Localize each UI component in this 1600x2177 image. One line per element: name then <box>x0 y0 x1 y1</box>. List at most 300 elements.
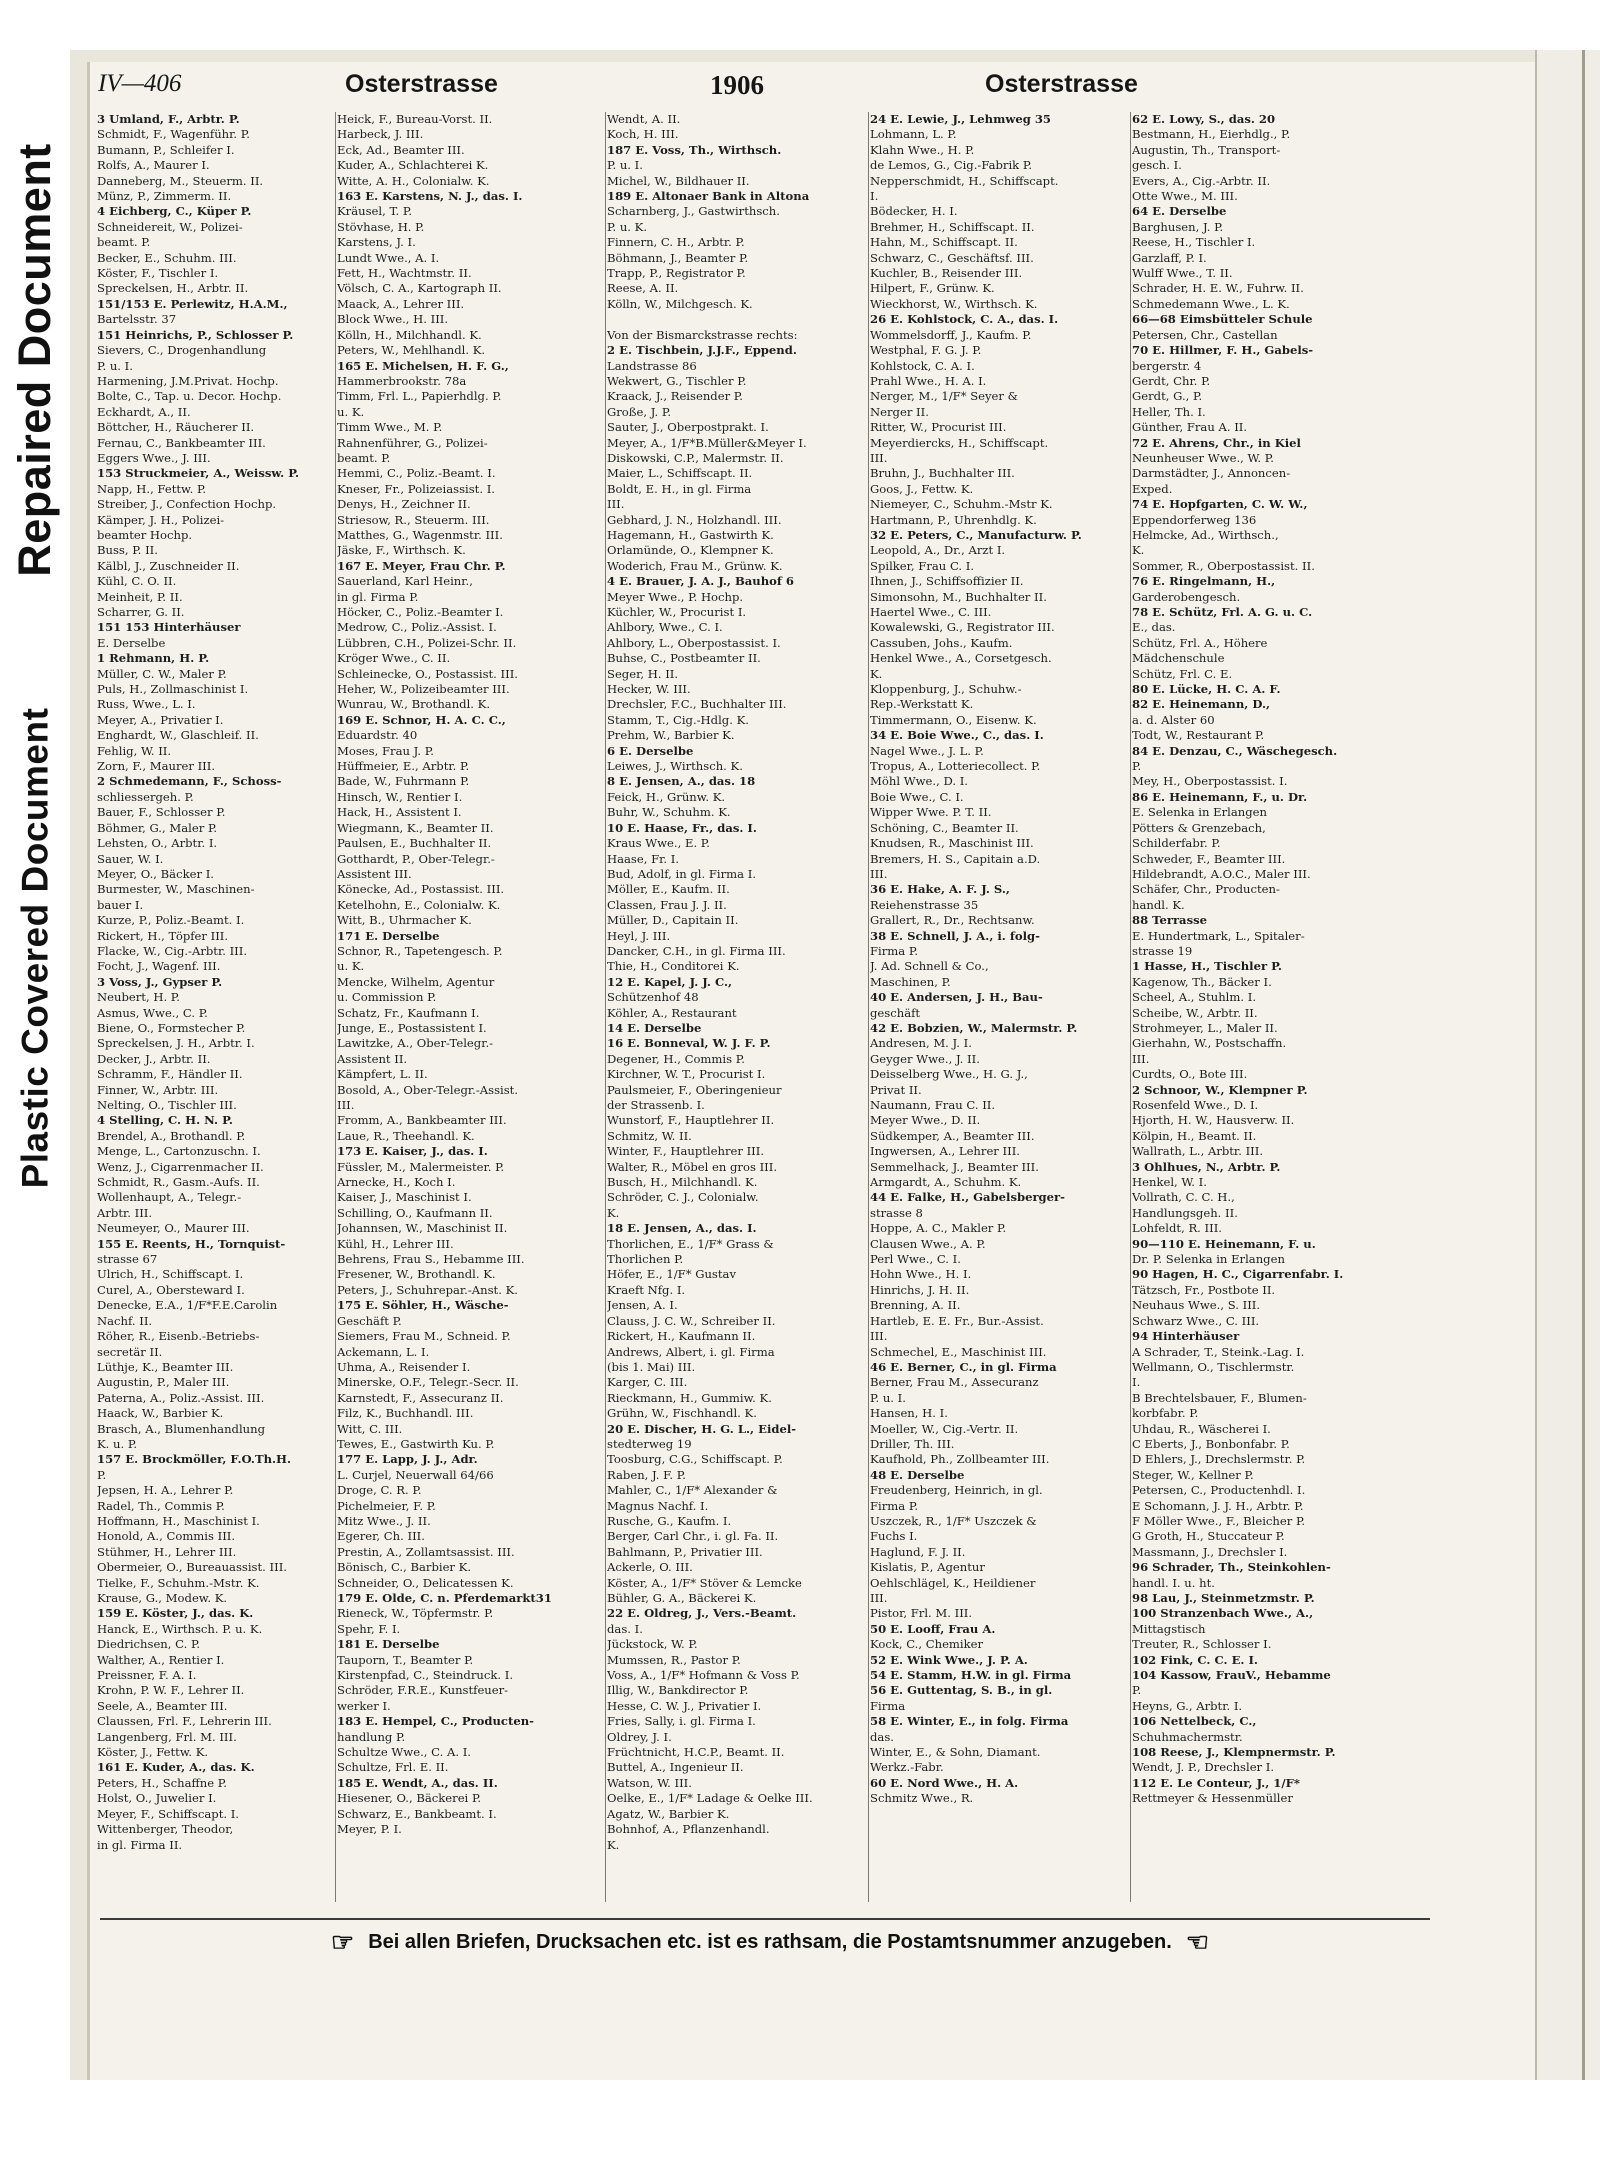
directory-entry: Droge, C. R. P. <box>337 1483 422 1498</box>
directory-entry: Hinsch, W., Rentier I. <box>337 789 463 804</box>
directory-entry: Heick, F., Bureau-Vorst. II. <box>337 112 493 126</box>
directory-entry: Diedrichsen, C. P. <box>97 1637 201 1652</box>
directory-entry: Rosenfeld Wwe., D. I. <box>1132 1098 1259 1112</box>
directory-entry: Kagenow, Th., Bäcker I. <box>1132 974 1272 989</box>
directory-entry: Tauporn, T., Beamter P. <box>337 1652 474 1667</box>
directory-entry: 56 E. Guttentag, S. B., in gl. <box>870 1683 1053 1698</box>
directory-entry: Schwarz, E., Bankbeamt. I. <box>337 1806 497 1821</box>
directory-entry: Hiesener, O., Bäckerei P. <box>337 1791 482 1806</box>
directory-entry: 112 E. Le Conteur, J., 1/F* <box>1132 1775 1300 1790</box>
directory-entry: Schützenhof 48 <box>607 990 699 1005</box>
directory-entry: III. <box>870 1591 888 1605</box>
directory-entry: Winter, F., Hauptlehrer III. <box>607 1144 765 1159</box>
directory-entry: Eduardstr. 40 <box>337 728 418 743</box>
directory-entry: G Groth, H., Stuccateur P. <box>1132 1529 1285 1544</box>
directory-entry: Bade, W., Fuhrmann P. <box>337 774 470 789</box>
directory-entry: Puls, H., Zollmaschinist I. <box>97 682 249 697</box>
directory-entry: 3 Ohlhues, N., Arbtr. P. <box>1132 1159 1281 1174</box>
directory-entry: Treuter, R., Schlosser I. <box>1132 1637 1272 1652</box>
directory-entry: 40 E. Andersen, J. H., Bau- <box>870 990 1043 1005</box>
directory-entry: Eckhardt, A., II. <box>97 404 191 419</box>
directory-entry: Reese, A. II. <box>607 281 679 296</box>
directory-entry: Uszczek, R., 1/F* Uszczek & <box>870 1513 1037 1528</box>
directory-entry: Augustin, Th., Transport- <box>1132 142 1281 157</box>
directory-entry: Wulff Wwe., T. II. <box>1132 266 1233 281</box>
directory-entry: L. Curjel, Neuerwall 64/66 <box>337 1467 494 1482</box>
directory-entry: Karnstedt, F., Assecuranz II. <box>337 1390 504 1405</box>
directory-entry: Scharrer, G. II. <box>97 605 185 619</box>
directory-entry: Dancker, C.H., in gl. Firma III. <box>607 943 786 958</box>
directory-entry: Kirstenpfad, C., Steindruck. I. <box>337 1668 514 1683</box>
directory-entry: 181 E. Derselbe <box>337 1637 440 1652</box>
directory-entry: Massmann, J., Drechsler I. <box>1132 1544 1288 1559</box>
directory-entry: Hildebrandt, A.O.C., Maler III. <box>1132 866 1311 881</box>
directory-entry: Arbtr. III. <box>97 1205 153 1220</box>
directory-entry: 6 E. Derselbe <box>607 743 694 758</box>
directory-entry: Burmester, W., Maschinen- <box>97 882 255 897</box>
directory-entry: III. <box>1132 1051 1150 1066</box>
directory-entry: Lüthje, K., Beamter III. <box>97 1359 234 1374</box>
directory-entry: F Möller Wwe., F., Bleicher P. <box>1132 1513 1306 1528</box>
directory-entry: Gebhard, J. N., Holzhandl. III. <box>607 512 782 527</box>
directory-entry: 20 E. Discher, H. G. L., Eidel- <box>607 1421 797 1436</box>
directory-entry: Fuchs I. <box>870 1529 918 1544</box>
directory-entry: Meyer, A., 1/F*B.Müller&Meyer I. <box>607 435 807 450</box>
directory-entry: 70 E. Hillmer, F. H., Gabels- <box>1132 343 1314 358</box>
directory-entry: 189 E. Altonaer Bank in Altona <box>607 189 810 204</box>
directory-entry: 90—110 E. Heinemann, F. u. <box>1132 1236 1316 1251</box>
directory-entry: Rickert, H., Kaufmann II. <box>607 1329 756 1344</box>
directory-entry: 151 Heinrichs, P., Schlosser P. <box>97 327 294 342</box>
directory-entry: Neumeyer, O., Maurer III. <box>97 1221 250 1236</box>
directory-entry: Kühl, H., Lehrer III. <box>337 1236 454 1251</box>
directory-entry: Geschäft P. <box>337 1313 402 1328</box>
directory-entry: Buhr, W., Schuhm. K. <box>607 805 731 820</box>
directory-entry: 163 E. Karstens, N. J., das. I. <box>337 189 523 204</box>
directory-entry: 100 Stranzenbach Wwe., A., <box>1132 1606 1314 1621</box>
directory-entry: Schweder, F., Beamter III. <box>1132 851 1286 866</box>
directory-entry: Grallert, R., Dr., Rechtsanw. <box>870 913 1035 928</box>
directory-entry: Bartelsstr. 37 <box>97 312 177 327</box>
directory-entry: Wallrath, L., Arbtr. III. <box>1132 1144 1264 1159</box>
directory-entry: Leopold, A., Dr., Arzt I. <box>870 543 1006 558</box>
directory-entry: Hemmi, C., Poliz.-Beamt. I. <box>337 466 496 481</box>
page-number: IV—406 <box>98 70 182 97</box>
directory-entry: 2 Schmedemann, F., Schoss- <box>97 774 282 789</box>
directory-entry: III. <box>607 497 625 512</box>
directory-entry: Nelting, O., Tischler III. <box>97 1098 237 1112</box>
directory-entry: Könecke, Ad., Postassist. III. <box>337 882 505 897</box>
directory-entry: Köster, A., 1/F* Stöver & Lemcke <box>607 1575 802 1590</box>
directory-entry: Nachf. II. <box>97 1313 153 1328</box>
directory-entry: Schöning, C., Beamter II. <box>870 820 1019 835</box>
directory-entry: Rettmeyer & Hessenmüller <box>1132 1791 1293 1806</box>
directory-entry: Lohmann, L. P. <box>870 127 957 142</box>
directory-entry: Oehlschlägel, K., Heildiener <box>870 1575 1036 1590</box>
directory-entry: 102 Fink, C. C. E. I. <box>1132 1652 1258 1667</box>
directory-entry: Neuhaus Wwe., S. III. <box>1132 1298 1261 1313</box>
footer-notice-text: Bei allen Briefen, Drucksachen etc. ist es rathsam, die Postamtsnummer anzugeben. <box>368 1930 1172 1953</box>
directory-entry: Finnern, C. H., Arbtr. P. <box>607 235 745 250</box>
directory-entry: Clausen Wwe., A. P. <box>870 1236 986 1251</box>
directory-entry: Küchler, W., Procurist I. <box>607 605 747 619</box>
directory-entry: Biene, O., Formstecher P. <box>97 1020 246 1035</box>
directory-entry: Kohlstock, C. A. I. <box>870 358 975 373</box>
directory-entry: Jückstock, W. P. <box>607 1637 698 1652</box>
directory-entry: Driller, Th. III. <box>870 1436 955 1451</box>
plastic-covered-document-text: Plastic Covered Document <box>14 707 55 1188</box>
directory-entry: Schultze, Frl. E. II. <box>337 1760 449 1775</box>
directory-entry: Bud, Adolf, in gl. Firma I. <box>607 866 757 881</box>
directory-entry: Strohmeyer, L., Maler II. <box>1132 1020 1278 1035</box>
directory-entry: 48 E. Derselbe <box>870 1467 965 1482</box>
directory-entry: D Ehlers, J., Drechslermstr. P. <box>1132 1452 1306 1467</box>
directory-entry: Kölln, W., Milchgesch. K. <box>607 296 753 311</box>
directory-entry: Seger, H. II. <box>607 666 679 681</box>
directory-entry: E. Derselbe <box>97 635 166 650</box>
directory-entry: Kraus Wwe., E. P. <box>607 836 710 851</box>
directory-entry: Tewes, E., Gastwirth Ku. P. <box>337 1436 495 1451</box>
directory-entry: Fehlig, W. II. <box>97 743 172 758</box>
directory-entry: Meyer Wwe., D. II. <box>870 1113 981 1128</box>
directory-entry: Mitz Wwe., J. II. <box>337 1513 431 1528</box>
directory-entry: Gerdt, Chr. P. <box>1132 373 1211 388</box>
directory-entry: Denecke, E.A., 1/F*F.E.Carolin <box>97 1298 278 1313</box>
directory-entry: 52 E. Wink Wwe., J. P. A. <box>870 1652 1028 1667</box>
directory-entry: der Strassenb. I. <box>607 1098 705 1112</box>
directory-entry: Radel, Th., Commis P. <box>97 1498 225 1513</box>
directory-entry: Assistent II. <box>337 1051 408 1066</box>
directory-entry: Kowalewski, G., Registrator III. <box>870 620 1055 635</box>
directory-entry: Schmechel, E., Maschinist III. <box>870 1344 1047 1359</box>
directory-entry: Freudenberg, Heinrich, in gl. <box>870 1483 1043 1498</box>
directory-entry: Haack, W., Barbier K. <box>97 1406 224 1421</box>
directory-entry: Röher, R., Eisenb.-Betriebs- <box>97 1329 260 1344</box>
directory-entry: Kraack, J., Reisender P. <box>607 389 743 404</box>
directory-entry: 108 Reese, J., Klempnermstr. P. <box>1132 1745 1336 1760</box>
directory-entry: Mädchenschule <box>1132 651 1225 666</box>
directory-entry: Vollrath, C. C. H., <box>1132 1190 1235 1205</box>
directory-entry: Witt, B., Uhrmacher K. <box>337 913 472 928</box>
directory-entry: Brehmer, H., Schiffscapt. II. <box>870 219 1035 234</box>
directory-entry: Sommer, R., Oberpostassist. II. <box>1132 558 1315 573</box>
directory-entry: Oldrey, J. I. <box>607 1729 672 1744</box>
directory-entry: E., das. <box>1132 620 1176 635</box>
directory-entry: 165 E. Michelsen, H. F. G., <box>337 358 509 373</box>
directory-entry: Brenning, A. II. <box>870 1298 961 1313</box>
directory-entry: Wittenberger, Theodor, <box>97 1822 234 1837</box>
directory-entry: strasse 8 <box>870 1205 923 1220</box>
directory-entry: Mey, H., Oberpostassist. I. <box>1132 774 1288 789</box>
directory-entry: Deisselberg Wwe., H. G. J., <box>870 1067 1028 1082</box>
directory-entry: P. <box>97 1467 107 1482</box>
directory-entry: B Brechtelsbauer, F., Blumen- <box>1132 1390 1307 1405</box>
directory-entry: Sievers, C., Drogenhandlung <box>97 343 267 358</box>
directory-entry <box>607 312 860 327</box>
directory-entry: Pichelmeier, F. P. <box>337 1498 436 1513</box>
directory-entry: Claussen, Frl. F., Lehrerin III. <box>97 1714 272 1729</box>
repaired-document-text: Repaired Document <box>9 143 60 577</box>
directory-entry: Oelke, E., 1/F* Ladage & Oelke III. <box>607 1791 813 1806</box>
directory-entry: 80 E. Lücke, H. C. A. F. <box>1132 682 1281 697</box>
directory-entry: Denys, H., Zeichner II. <box>337 497 471 512</box>
directory-entry: Kühl, C. O. II. <box>97 574 177 589</box>
directory-entry: Otte Wwe., M. III. <box>1132 189 1238 204</box>
directory-entry: Meyerdiercks, H., Schiffscapt. <box>870 435 1049 450</box>
directory-entry: beamter Hochp. <box>97 527 193 542</box>
directory-entry: Napp, H., Fettw. P. <box>97 481 207 496</box>
directory-entry: 167 E. Meyer, Frau Chr. P. <box>337 558 506 573</box>
directory-entry: Thie, H., Conditorei K. <box>607 959 740 974</box>
directory-entry: Lübbren, C.H., Polizei-Schr. II. <box>337 635 517 650</box>
directory-entry: Enghardt, W., Glaschleif. II. <box>97 728 259 743</box>
page-edge-strip <box>1535 50 1600 2080</box>
directory-entry: u. K. <box>337 404 365 419</box>
directory-entry: Möhl Wwe., D. I. <box>870 774 968 789</box>
directory-entry: Möller, E., Kaufm. II. <box>607 882 730 897</box>
directory-entry: Geyger Wwe., J. II. <box>870 1051 980 1066</box>
directory-entry: Niemeyer, C., Schuhm.-Mstr K. <box>870 497 1053 512</box>
directory-entry: 76 E. Ringelmann, H., <box>1132 574 1276 589</box>
directory-entry: Agatz, W., Barbier K. <box>607 1806 730 1821</box>
directory-entry: Wollenhaupt, A., Telegr.- <box>97 1190 242 1205</box>
street-name-left: Osterstrasse <box>345 70 498 98</box>
directory-entry: E. Selenka in Erlangen <box>1132 805 1267 820</box>
directory-entry: Illig, W., Bankdirector P. <box>607 1683 749 1698</box>
directory-entry: 16 E. Bonneval, W. J. F. P. <box>607 1036 771 1051</box>
directory-entry: Wiegmann, K., Beamter II. <box>337 820 494 835</box>
directory-entry: Leiwes, J., Wirthsch. K. <box>607 759 743 774</box>
directory-entry: Witt, C. III. <box>337 1421 403 1436</box>
directory-entry: 153 Struckmeier, A., Weissw. P. <box>97 466 300 481</box>
directory-entry: Sauer, W. I. <box>97 851 164 866</box>
directory-entry: Curel, A., Obersteward I. <box>97 1282 245 1297</box>
directory-entry: Fries, Sally, i. gl. Firma I. <box>607 1714 756 1729</box>
directory-entry: Rieneck, W., Töpfermstr. P. <box>337 1606 494 1621</box>
directory-entry: Kislatis, P., Agentur <box>870 1560 985 1575</box>
directory-entry: Todt, W., Restaurant P. <box>1132 728 1265 743</box>
directory-entry: Paterna, A., Poliz.-Assist. III. <box>97 1390 265 1405</box>
directory-entry: Andrews, Albert, i. gl. Firma <box>607 1344 775 1359</box>
directory-column-4 <box>870 112 1123 1912</box>
directory-entry: Nagel Wwe., J. L. P. <box>870 743 984 758</box>
directory-entry: Rieckmann, H., Gummiw. K. <box>607 1390 772 1405</box>
directory-entry: 10 E. Haase, Fr., das. I. <box>607 820 757 835</box>
directory-entry: Striesow, R., Steuerm. III. <box>337 512 490 527</box>
directory-entry: handl. K. <box>1132 897 1185 912</box>
directory-entry: Holst, O., Juwelier I. <box>97 1791 217 1806</box>
directory-entry: Assistent III. <box>337 866 412 881</box>
directory-entry: stedterweg 19 <box>607 1436 692 1451</box>
directory-entry: P. u. K. <box>607 219 648 234</box>
directory-entry: Kämper, J. H., Polizei- <box>97 512 225 527</box>
directory-entry: E. Hundertmark, L., Spitaler- <box>1132 928 1305 943</box>
directory-entry: Köster, J., Fettw. K. <box>97 1745 209 1760</box>
directory-entry: Köhler, A., Restaurant <box>607 1005 737 1020</box>
directory-entry: Meyer, A., Privatier I. <box>97 712 224 727</box>
directory-entry: Hammerbrookstr. 78a <box>337 373 467 388</box>
directory-entry: 8 E. Jensen, A., das. 18 <box>607 774 756 789</box>
directory-entry: Wendt, A. II. <box>607 112 681 126</box>
directory-entry: Peters, W., Mehlhandl. K. <box>337 343 486 358</box>
directory-entry: Kölpin, H., Beamt. II. <box>1132 1128 1257 1143</box>
directory-entry: Scheibe, W., Arbtr. II. <box>1132 1005 1258 1020</box>
directory-entry: Bönisch, C., Barbier K. <box>337 1560 472 1575</box>
directory-entry: Focht, J., Wagenf. III. <box>97 959 221 974</box>
directory-entry: Drechsler, F.C., Buchhalter III. <box>607 697 787 712</box>
directory-entry: Medrow, C., Poliz.-Assist. I. <box>337 620 497 635</box>
directory-entry: Schwarz, C., Geschäftsf. III. <box>870 250 1034 265</box>
directory-entry: Westphal, F. G. J. P. <box>870 343 982 358</box>
directory-entry: Toosburg, C.G., Schiffscapt. P. <box>607 1452 783 1467</box>
directory-entry: Bumann, P., Schleifer I. <box>97 142 235 157</box>
directory-entry: Diskowski, C.P., Malermstr. II. <box>607 450 784 465</box>
directory-entry: Lundt Wwe., A. I. <box>337 250 440 265</box>
directory-entry: Hjorth, H. W., Hausverw. II. <box>1132 1113 1295 1128</box>
directory-entry: bauer I. <box>97 897 144 912</box>
directory-entry: Füssler, M., Malermeister. P. <box>337 1159 505 1174</box>
directory-entry: Woderich, Frau M., Grünw. K. <box>607 558 783 573</box>
directory-entry: werker I. <box>337 1698 391 1713</box>
directory-entry: Obermeier, O., Bureauassist. III. <box>97 1560 287 1575</box>
directory-entry: 12 E. Kapel, J. J. C., <box>607 974 733 989</box>
directory-entry: E Schomann, J. J. H., Arbtr. P. <box>1132 1498 1304 1513</box>
directory-entry: Wipper Wwe. P. T. II. <box>870 805 992 820</box>
directory-entry: Pötters & Grenzebach, <box>1132 820 1266 835</box>
directory-year: 1906 <box>710 70 764 100</box>
directory-entry: Jepsen, H. A., Lehrer P. <box>97 1483 234 1498</box>
directory-entry: Heher, W., Polizeibeamter III. <box>337 682 510 697</box>
directory-column-1 <box>97 112 327 1912</box>
directory-entry: Neunheuser Wwe., W. P. <box>1132 450 1274 465</box>
directory-entry: Kröger Wwe., C. II. <box>337 651 451 666</box>
directory-entry: Perl Wwe., C. I. <box>870 1252 961 1267</box>
directory-entry: Von der Bismarckstrasse rechts: <box>607 327 798 342</box>
directory-entry: 1 Rehmann, H. P. <box>97 651 210 666</box>
directory-entry: Spreckelsen, J. H., Arbtr. I. <box>97 1036 255 1051</box>
directory-entry: K. u. P. <box>97 1436 138 1451</box>
directory-entry: 58 E. Winter, E., in folg. Firma <box>870 1714 1069 1729</box>
directory-entry: 74 E. Hopfgarten, C. W. W., <box>1132 497 1308 512</box>
directory-entry: 151 153 Hinterhäuser <box>97 620 241 635</box>
directory-entry: 44 E. Falke, H., Gabelsberger- <box>870 1190 1065 1205</box>
directory-entry: Classen, Frau J. J. II. <box>607 897 727 912</box>
directory-entry: strasse 19 <box>1132 943 1193 958</box>
directory-entry: Moses, Frau J. P. <box>337 743 434 758</box>
directory-entry: Semmelhack, J., Beamter III. <box>870 1159 1039 1174</box>
directory-entry: Siemers, Frau M., Schneid. P. <box>337 1329 511 1344</box>
directory-entry: Kämpfert, L. II. <box>337 1067 428 1082</box>
directory-entry: 14 E. Derselbe <box>607 1020 702 1035</box>
directory-entry: 104 Kassow, FrauV., Hebamme <box>1132 1668 1331 1683</box>
directory-entry: korbfabr. P. <box>1132 1406 1199 1421</box>
directory-entry: 106 Nettelbeck, C., <box>1132 1714 1257 1729</box>
directory-entry: K. <box>607 1205 620 1220</box>
directory-entry: Böttcher, H., Räucherer II. <box>97 420 255 435</box>
directory-entry: Uhdau, R., Wäscherei I. <box>1132 1421 1271 1436</box>
directory-entry: Helmcke, Ad., Wirthsch., <box>1132 527 1279 542</box>
directory-entry: Sauerland, Karl Heinr., <box>337 574 473 589</box>
directory-entry: Reese, H., Tischler I. <box>1132 235 1256 250</box>
directory-entry: Hansen, H. I. <box>870 1406 948 1421</box>
directory-entry: 78 E. Schütz, Frl. A. G. u. C. <box>1132 605 1313 619</box>
directory-entry: 24 E. Lewie, J., Lehmweg 35 <box>870 112 1051 126</box>
directory-entry: Hilpert, F., Grünw. K. <box>870 281 995 296</box>
directory-entry: P. u. I. <box>607 158 643 173</box>
directory-entry: Bohnhof, A., Pflanzenhandl. <box>607 1822 770 1837</box>
directory-entry: 155 E. Reents, H., Tornquist- <box>97 1236 286 1251</box>
directory-entry: 175 E. Söhler, H., Wäsche- <box>337 1298 509 1313</box>
directory-entry: Wunrau, W., Brothandl. K. <box>337 697 491 712</box>
directory-entry: Landstrasse 86 <box>607 358 697 373</box>
directory-entry: 72 E. Ahrens, Chr., in Kiel <box>1132 435 1301 450</box>
directory-entry: Wekwert, G., Tischler P. <box>607 373 747 388</box>
directory-entry: geschäft <box>870 1005 921 1020</box>
directory-entry: 3 Umland, F., Arbtr. P. <box>97 112 240 126</box>
directory-entry: Schröder, C. J., Colonialw. <box>607 1190 759 1205</box>
directory-entry: Bödecker, H. I. <box>870 204 958 219</box>
directory-entry: Völsch, C. A., Kartograph II. <box>337 281 502 296</box>
directory-entry: Rahnenführer, G., Polizei- <box>337 435 488 450</box>
directory-entry: in gl. Firma P. <box>337 589 419 604</box>
directory-entry: Fresener, W., Brothandl. K. <box>337 1267 496 1282</box>
directory-entry: Wieckhorst, W., Wirthsch. K. <box>870 296 1038 311</box>
directory-entry: das. <box>870 1729 894 1744</box>
directory-entry: Firma P. <box>870 943 919 958</box>
directory-entry: Hartleb, E. E. Fr., Bur.-Assist. <box>870 1313 1044 1328</box>
directory-entry: Bosold, A., Ober-Telegr.-Assist. <box>337 1082 519 1097</box>
directory-entry: Schütz, Frl. A., Höhere <box>1132 635 1268 650</box>
directory-entry: 22 E. Oldreg, J., Vers.-Beamt. <box>607 1606 797 1621</box>
directory-entry: 62 E. Lowy, S., das. 20 <box>1132 112 1276 126</box>
directory-entry: Petersen, C., Productenhdl. I. <box>1132 1483 1306 1498</box>
directory-entry: 46 E. Berner, C., in gl. Firma <box>870 1359 1057 1374</box>
directory-entry: Bestmann, H., Eierhdlg., P. <box>1132 127 1291 142</box>
directory-entry: Pistor, Frl. M. III. <box>870 1606 973 1621</box>
directory-entry: Bolte, C., Tap. u. Decor. Hochp. <box>97 389 282 404</box>
directory-entry: Eppendorferweg 136 <box>1132 512 1257 527</box>
directory-entry: 64 E. Derselbe <box>1132 204 1227 219</box>
directory-entry: Bruhn, J., Buchhalter III. <box>870 466 1015 481</box>
directory-entry: secretär II. <box>97 1344 163 1359</box>
directory-entry: 4 E. Brauer, J. A. J., Bauhof 6 <box>607 574 794 589</box>
directory-entry: Buhse, C., Postbeamter II. <box>607 651 761 666</box>
directory-entry: Maier, L., Schiffscapt. II. <box>607 466 753 481</box>
directory-entry: Petersen, Chr., Castellan <box>1132 327 1278 342</box>
pointing-hand-left-icon: ☜ <box>1185 1927 1210 1957</box>
directory-entry: schliessergeh. P. <box>97 789 194 804</box>
directory-entry: Watson, W. III. <box>607 1775 692 1790</box>
directory-entry: 4 Stelling, C. H. N. P. <box>97 1113 233 1128</box>
directory-entry: Stühmer, H., Lehrer III. <box>97 1544 237 1559</box>
directory-entry: Hagemann, H., Gastwirth K. <box>607 527 774 542</box>
directory-entry: Höcker, C., Poliz.-Beamter I. <box>337 605 504 619</box>
directory-entry: Prahl Wwe., H. A. I. <box>870 373 987 388</box>
directory-entry: 171 E. Derselbe <box>337 928 440 943</box>
directory-entry: Behrens, Frau S., Hebamme III. <box>337 1252 525 1267</box>
directory-entry: Schäfer, Chr., Producten- <box>1132 882 1280 897</box>
directory-entry: Berner, Frau M., Assecuranz <box>870 1375 1039 1390</box>
directory-entry: Privat II. <box>870 1082 922 1097</box>
directory-entry: Koch, H. III. <box>607 127 679 142</box>
directory-entry: Harbeck, J. III. <box>337 127 424 142</box>
directory-column-3 <box>607 112 860 1912</box>
directory-entry: Honold, A., Commis III. <box>97 1529 236 1544</box>
directory-entry: Danneberg, M., Steuerm. II. <box>97 173 264 188</box>
directory-entry: Buss, P. II. <box>97 543 158 558</box>
directory-entry: Armgardt, A., Schuhm. K. <box>870 1175 1022 1190</box>
footer-notice <box>150 1926 1390 1958</box>
